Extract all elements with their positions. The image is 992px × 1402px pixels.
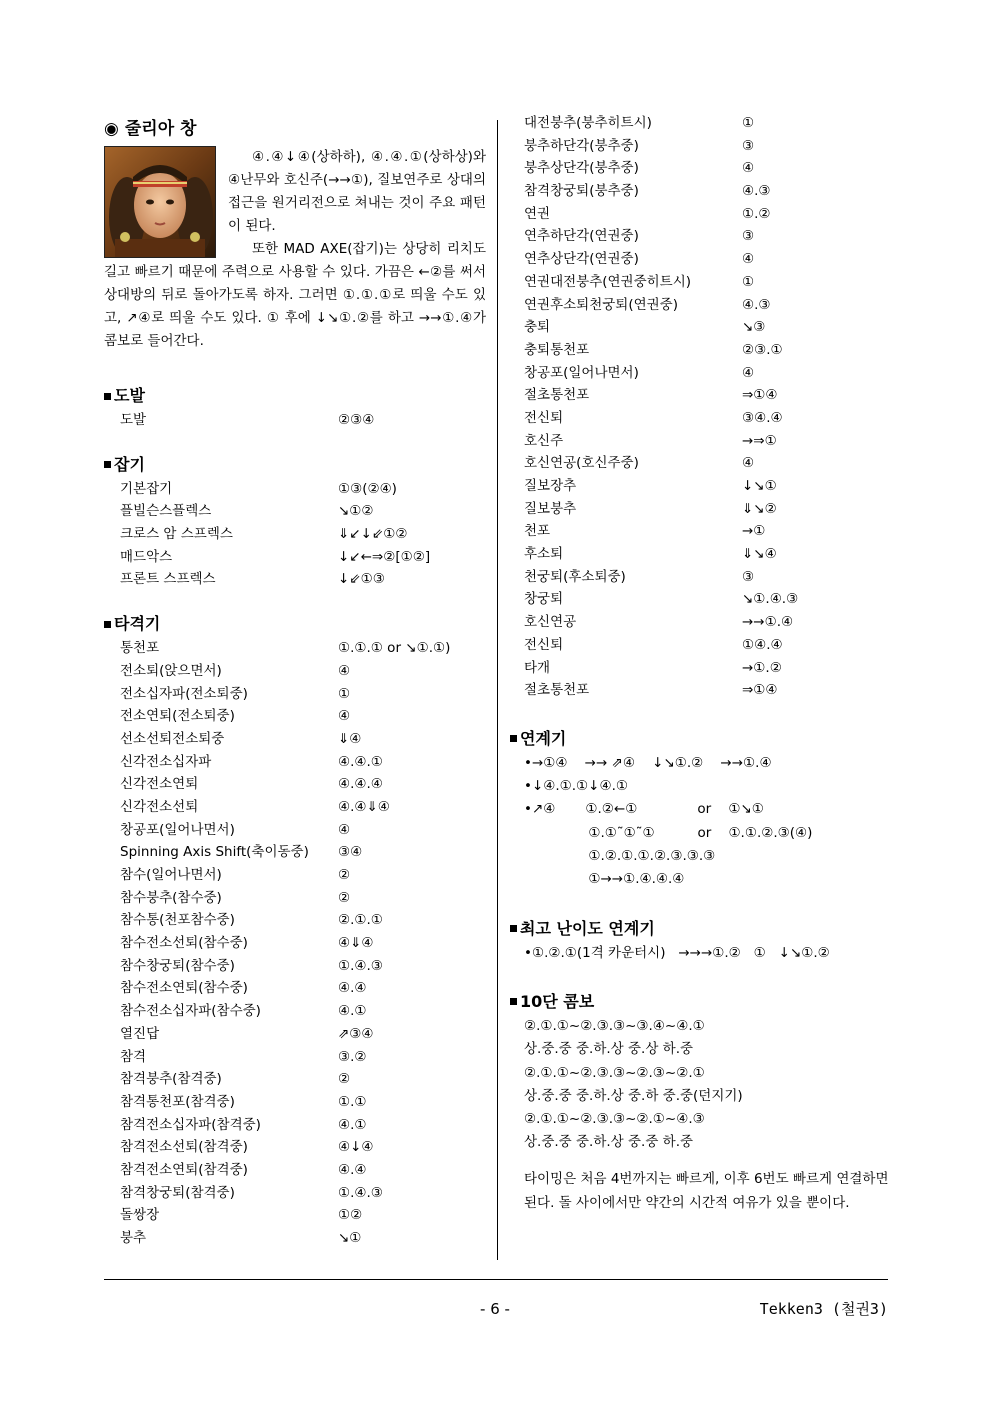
move-row	[524, 203, 890, 226]
combo-line: ①→→①.④.④.④	[524, 871, 685, 888]
move-command: ④	[338, 708, 351, 725]
move-name: 연추하단각(연권중)	[524, 228, 639, 245]
move-command: ④	[742, 251, 755, 268]
move-command: ⇓↙↓⇙①②	[338, 526, 408, 543]
move-name: 전소십자파(전소퇴중)	[120, 685, 248, 702]
move-command: ↓↘①	[742, 478, 777, 494]
move-command: ③	[742, 137, 755, 154]
move-row	[524, 135, 890, 158]
move-row	[524, 112, 890, 135]
move-command: ⇒①④	[742, 682, 778, 699]
move-row	[120, 819, 486, 842]
section-heading-tenhit: 10단 콤보	[510, 989, 890, 1015]
footer-title: Tekken3 (철권3)	[759, 1300, 888, 1318]
move-command: ③④.④	[742, 409, 783, 426]
square-bullet-icon	[104, 461, 111, 468]
move-row	[120, 864, 486, 887]
move-name: 도발	[120, 412, 147, 428]
move-row	[120, 478, 486, 501]
move-command: ③	[742, 228, 755, 245]
move-name: 호신연공(호신주중)	[524, 455, 639, 472]
move-row	[120, 728, 486, 751]
square-bullet-icon	[510, 735, 517, 742]
strikes-list	[120, 637, 486, 1250]
move-name: 충퇴	[524, 319, 551, 336]
combo-line: 상.중.중 중.하.상 중.중 하.중	[524, 1134, 694, 1151]
move-row	[524, 430, 890, 453]
move-row	[120, 637, 486, 660]
move-command: ④.④.④	[338, 776, 383, 793]
move-command: ④	[338, 662, 351, 679]
move-command: ↘①②	[338, 503, 374, 520]
move-row	[120, 1136, 486, 1159]
move-command: ④	[338, 821, 351, 838]
move-row	[524, 339, 890, 362]
move-name: 창공포(일어나면서)	[120, 821, 235, 838]
move-name: 호신주	[524, 432, 564, 449]
move-command: ①②	[338, 1207, 363, 1224]
move-row	[120, 909, 486, 932]
move-row	[524, 566, 890, 589]
move-name: 참수전소선퇴(참수중)	[120, 935, 248, 952]
move-row	[524, 588, 890, 611]
move-command: ↘③	[742, 319, 766, 336]
move-row	[120, 500, 486, 523]
move-name: 크로스 암 스프렉스	[120, 526, 233, 543]
move-command: ⇒①④	[742, 387, 778, 404]
move-command: ⇗③④	[338, 1025, 374, 1042]
right-column	[510, 116, 890, 1215]
move-command: ④.④	[338, 1161, 367, 1178]
section-heading-taunt: 도발	[104, 383, 486, 409]
move-name: 붕추하단각(붕추중)	[524, 137, 639, 154]
combo-line: •↓④.①.①↓④.①	[524, 778, 628, 795]
square-bullet-icon	[510, 998, 517, 1005]
move-command: →①	[742, 523, 766, 540]
move-row	[120, 409, 486, 432]
move-name: 전신퇴	[524, 636, 564, 653]
move-command: ①.④.③	[338, 957, 383, 974]
move-row	[120, 683, 486, 706]
move-command: ①.①.① or ↘①.①)	[338, 640, 451, 657]
throws-list	[120, 478, 486, 591]
move-row	[120, 751, 486, 774]
move-command: ①④.④	[742, 636, 783, 653]
combo-line: ②.①.①~②.③.③~②.③~②.①	[524, 1064, 705, 1081]
move-row	[120, 796, 486, 819]
move-command: ①③(②④)	[338, 480, 397, 497]
move-name: 기본잡기	[120, 480, 173, 497]
move-name: 참격붕추(참격중)	[120, 1071, 222, 1088]
character-portrait	[104, 146, 216, 258]
move-name: 연추상단각(연권중)	[524, 251, 639, 268]
move-command: ④.③	[742, 296, 771, 313]
move-name: 돌쌍장	[120, 1207, 160, 1224]
move-name: 플빌슨스플렉스	[120, 503, 212, 520]
move-name: 연권대전붕추(연권중히트시)	[524, 273, 692, 290]
square-bullet-icon	[104, 393, 111, 400]
move-command: ③	[742, 568, 755, 585]
move-row	[120, 660, 486, 683]
move-command: ④.④	[338, 980, 367, 997]
move-row	[524, 180, 890, 203]
move-row	[524, 407, 890, 430]
move-row	[120, 705, 486, 728]
left-column	[104, 116, 486, 1250]
combo-line: ②.①.①~②.③.③~②.①~④.③	[524, 1111, 705, 1128]
move-row	[120, 841, 486, 864]
move-command: ②③④	[338, 412, 375, 428]
section-heading-strikes: 타격기	[104, 611, 486, 637]
move-name: 호신연공	[524, 614, 577, 631]
page-number: - 6 -	[480, 1300, 510, 1318]
move-name: 타개	[524, 659, 551, 676]
intro-paragraph-2: 또한 MAD AXE(잡기)는 상당히 리치도 길고 빠르기 때문에 주력으로 사용할 수 있다. 가끔은 ←②를 써서 상대방의 뒤로 돌아가도록 하자. 그러면 ①.①.①로 띄울 수도 있고, ↗④로 띄울 수도 있다. ① 후에 ↓↘①.②를 하고 →→①.④가 콤보로 들어간다.	[104, 241, 486, 349]
move-row	[120, 773, 486, 796]
move-command: ②	[338, 1071, 351, 1088]
move-command: →①.②	[742, 659, 782, 676]
move-row	[524, 248, 890, 271]
footer-rule	[104, 1279, 888, 1280]
combo-line: •→①④ →→ ⇗④ ↓↘①.② →→①.④	[524, 754, 772, 771]
move-command: ③④	[338, 844, 363, 861]
move-command: ②	[338, 889, 351, 906]
move-name: 천궁퇴(후소퇴중)	[524, 568, 626, 585]
move-row	[120, 1114, 486, 1137]
move-name: 참수전소십자파(참수중)	[120, 1003, 261, 1020]
move-name: 연권	[524, 205, 551, 222]
square-bullet-icon	[510, 925, 517, 932]
move-name: 후소퇴	[524, 546, 564, 563]
move-command: ④.④⇓④	[338, 798, 390, 815]
section-heading-combos: 연계기	[510, 726, 890, 752]
move-command: ↘①.④.③	[742, 591, 799, 608]
move-name: 전소연퇴(전소퇴중)	[120, 708, 235, 725]
move-command: ②.①.①	[338, 912, 383, 929]
combo-line: 상.중.중 중.하.상 중.상 하.중	[524, 1041, 694, 1058]
move-command: ①	[338, 685, 351, 702]
move-row	[120, 523, 486, 546]
move-command: →→①.④	[742, 614, 794, 631]
move-row	[524, 316, 890, 339]
move-command: ④	[742, 455, 755, 472]
move-row	[524, 498, 890, 521]
move-name: 질보붕추	[524, 500, 577, 517]
move-name: 선소선퇴전소퇴중	[120, 730, 225, 747]
move-command: ②③.①	[742, 341, 783, 358]
move-name: 참격전소십자파(참격중)	[120, 1116, 261, 1133]
move-row	[524, 384, 890, 407]
move-name: 참격	[120, 1048, 147, 1065]
move-name: 매드악스	[120, 548, 173, 565]
character-intro	[104, 146, 486, 353]
move-row	[524, 157, 890, 180]
ten-hit-note: 타이밍은 처음 4번까지는 빠르게, 이후 6번도 빠르게 연결하면 된다. 돌 사이에서만 약간의 시간적 여유가 있을 뿐이다.	[524, 1170, 889, 1211]
move-command: ④↓④	[338, 1139, 374, 1156]
move-name: 절초통천포	[524, 387, 590, 404]
move-row	[120, 1023, 486, 1046]
move-name: 전신퇴	[524, 409, 564, 426]
move-row	[524, 294, 890, 317]
move-name: 참격전소연퇴(참격중)	[120, 1161, 248, 1178]
move-name: 참수통(천포참수중)	[120, 912, 235, 929]
move-row	[120, 1046, 486, 1069]
move-row	[120, 887, 486, 910]
move-name: 붕추상단각(붕추중)	[524, 160, 639, 177]
move-command: ↓⇙①③	[338, 571, 385, 588]
move-name: 신각전소십자파	[120, 753, 212, 770]
move-command: ①.②	[742, 205, 771, 222]
move-row	[120, 1182, 486, 1205]
move-command: ②	[338, 867, 351, 883]
strikes-list-continued	[524, 112, 890, 702]
move-command: ↓↙←⇒②[①②]	[338, 548, 431, 565]
move-command: ④	[742, 160, 755, 177]
move-name: 질보장추	[524, 478, 577, 494]
combo-line: ②.①.①~②.③.③~③.④~④.①	[524, 1017, 705, 1034]
move-name: 대전붕추(붕추히트시)	[524, 115, 652, 131]
move-name: 신각전소연퇴	[120, 776, 199, 793]
move-command: ①	[742, 115, 755, 131]
move-name: 창공포(일어나면서)	[524, 364, 639, 381]
move-command: ④.③	[742, 183, 771, 200]
move-row	[120, 1159, 486, 1182]
combo-line: 상.중.중 중.하.상 중.하 중.중(던지기)	[524, 1087, 743, 1104]
move-row	[120, 546, 486, 569]
move-row	[524, 362, 890, 385]
combo-list	[524, 752, 890, 892]
move-name: 열진답	[120, 1025, 160, 1042]
move-row	[524, 611, 890, 634]
move-row	[120, 568, 486, 591]
move-command: ④.①	[338, 1003, 367, 1020]
move-row	[524, 520, 890, 543]
move-row	[120, 1000, 486, 1023]
character-title	[104, 116, 486, 142]
combo-line: •①.②.①(1격 카운터시) →→→①.② ① ↓↘①.②	[524, 944, 830, 961]
section-heading-hardest: 최고 난이도 연계기	[510, 916, 890, 942]
hardest-combo-list	[524, 942, 890, 965]
move-row	[120, 955, 486, 978]
ten-hit-combo-list	[524, 1015, 890, 1155]
move-row	[120, 1204, 486, 1227]
move-name: Spinning Axis Shift(축이동중)	[120, 844, 309, 861]
intro-paragraph-1: ④.④↓④(상하하), ④.④.①(상하상)와 ④난무와 호신주(→→①), 질보연주로 상대의 접근을 원거리전으로 쳐내는 것이 주요 패턴이 된다.	[228, 149, 486, 234]
move-name: 전소퇴(앉으면서)	[120, 662, 222, 679]
move-row	[120, 1227, 486, 1250]
move-name: 참격창궁퇴(붕추중)	[524, 183, 639, 200]
move-name: 프론트 스프렉스	[120, 571, 216, 588]
section-heading-throws: 잡기	[104, 452, 486, 478]
move-command: ④	[742, 364, 755, 381]
move-name: 연권후소퇴천궁퇴(연권중)	[524, 296, 678, 313]
move-row	[524, 271, 890, 294]
move-row	[120, 1091, 486, 1114]
move-name: 창궁퇴	[524, 591, 564, 608]
move-command: ①.④.③	[338, 1184, 383, 1201]
move-command: ↘①	[338, 1230, 362, 1246]
title-bullet-icon: ◉	[104, 119, 119, 139]
move-command: ④.④.①	[338, 753, 383, 770]
move-row	[524, 475, 890, 498]
move-row	[524, 657, 890, 680]
combo-line: •↗④ ①.②←① or ①↘①	[524, 801, 764, 818]
move-name: 통천포	[120, 640, 160, 657]
combo-line: ①.②.①.①.②.③.③.③	[524, 848, 716, 865]
move-name: 천포	[524, 523, 551, 540]
move-command: ④.①	[338, 1116, 367, 1133]
move-name: 충퇴통천포	[524, 341, 590, 358]
move-row	[524, 225, 890, 248]
move-command: ⇓↘②	[742, 500, 777, 517]
square-bullet-icon	[104, 621, 111, 628]
move-command: ⇓④	[338, 730, 362, 747]
move-name: 신각전소선퇴	[120, 798, 199, 815]
combo-line: ①.①˜①˜① or ①.①.②.③(④)	[524, 824, 813, 841]
move-name: 참수(일어나면서)	[120, 867, 222, 883]
move-name: 참격통천포(참격중)	[120, 1093, 235, 1110]
move-command: ⇓↘④	[742, 546, 777, 563]
move-command: ①.①	[338, 1093, 367, 1110]
move-name: 절초통천포	[524, 682, 590, 699]
move-row	[120, 932, 486, 955]
column-divider	[497, 120, 498, 1260]
taunt-list	[120, 409, 486, 432]
move-command: ④⇓④	[338, 935, 374, 952]
move-name: 참격전소선퇴(참격중)	[120, 1139, 248, 1156]
move-name: 참수창궁퇴(참수중)	[120, 957, 235, 974]
move-name: 참수전소연퇴(참수중)	[120, 980, 248, 997]
move-command: ③.②	[338, 1048, 367, 1065]
move-name: 참수붕추(참수중)	[120, 889, 222, 906]
character-name: 줄리아 창	[124, 119, 197, 139]
move-row	[524, 452, 890, 475]
move-command: →⇒①	[742, 432, 777, 449]
move-row	[120, 977, 486, 1000]
move-row	[524, 634, 890, 657]
move-row	[120, 1068, 486, 1091]
move-row	[524, 679, 890, 702]
move-row	[524, 543, 890, 566]
move-name: 참격창궁퇴(참격중)	[120, 1184, 235, 1201]
move-command: ①	[742, 273, 755, 290]
move-name: 붕추	[120, 1230, 147, 1246]
